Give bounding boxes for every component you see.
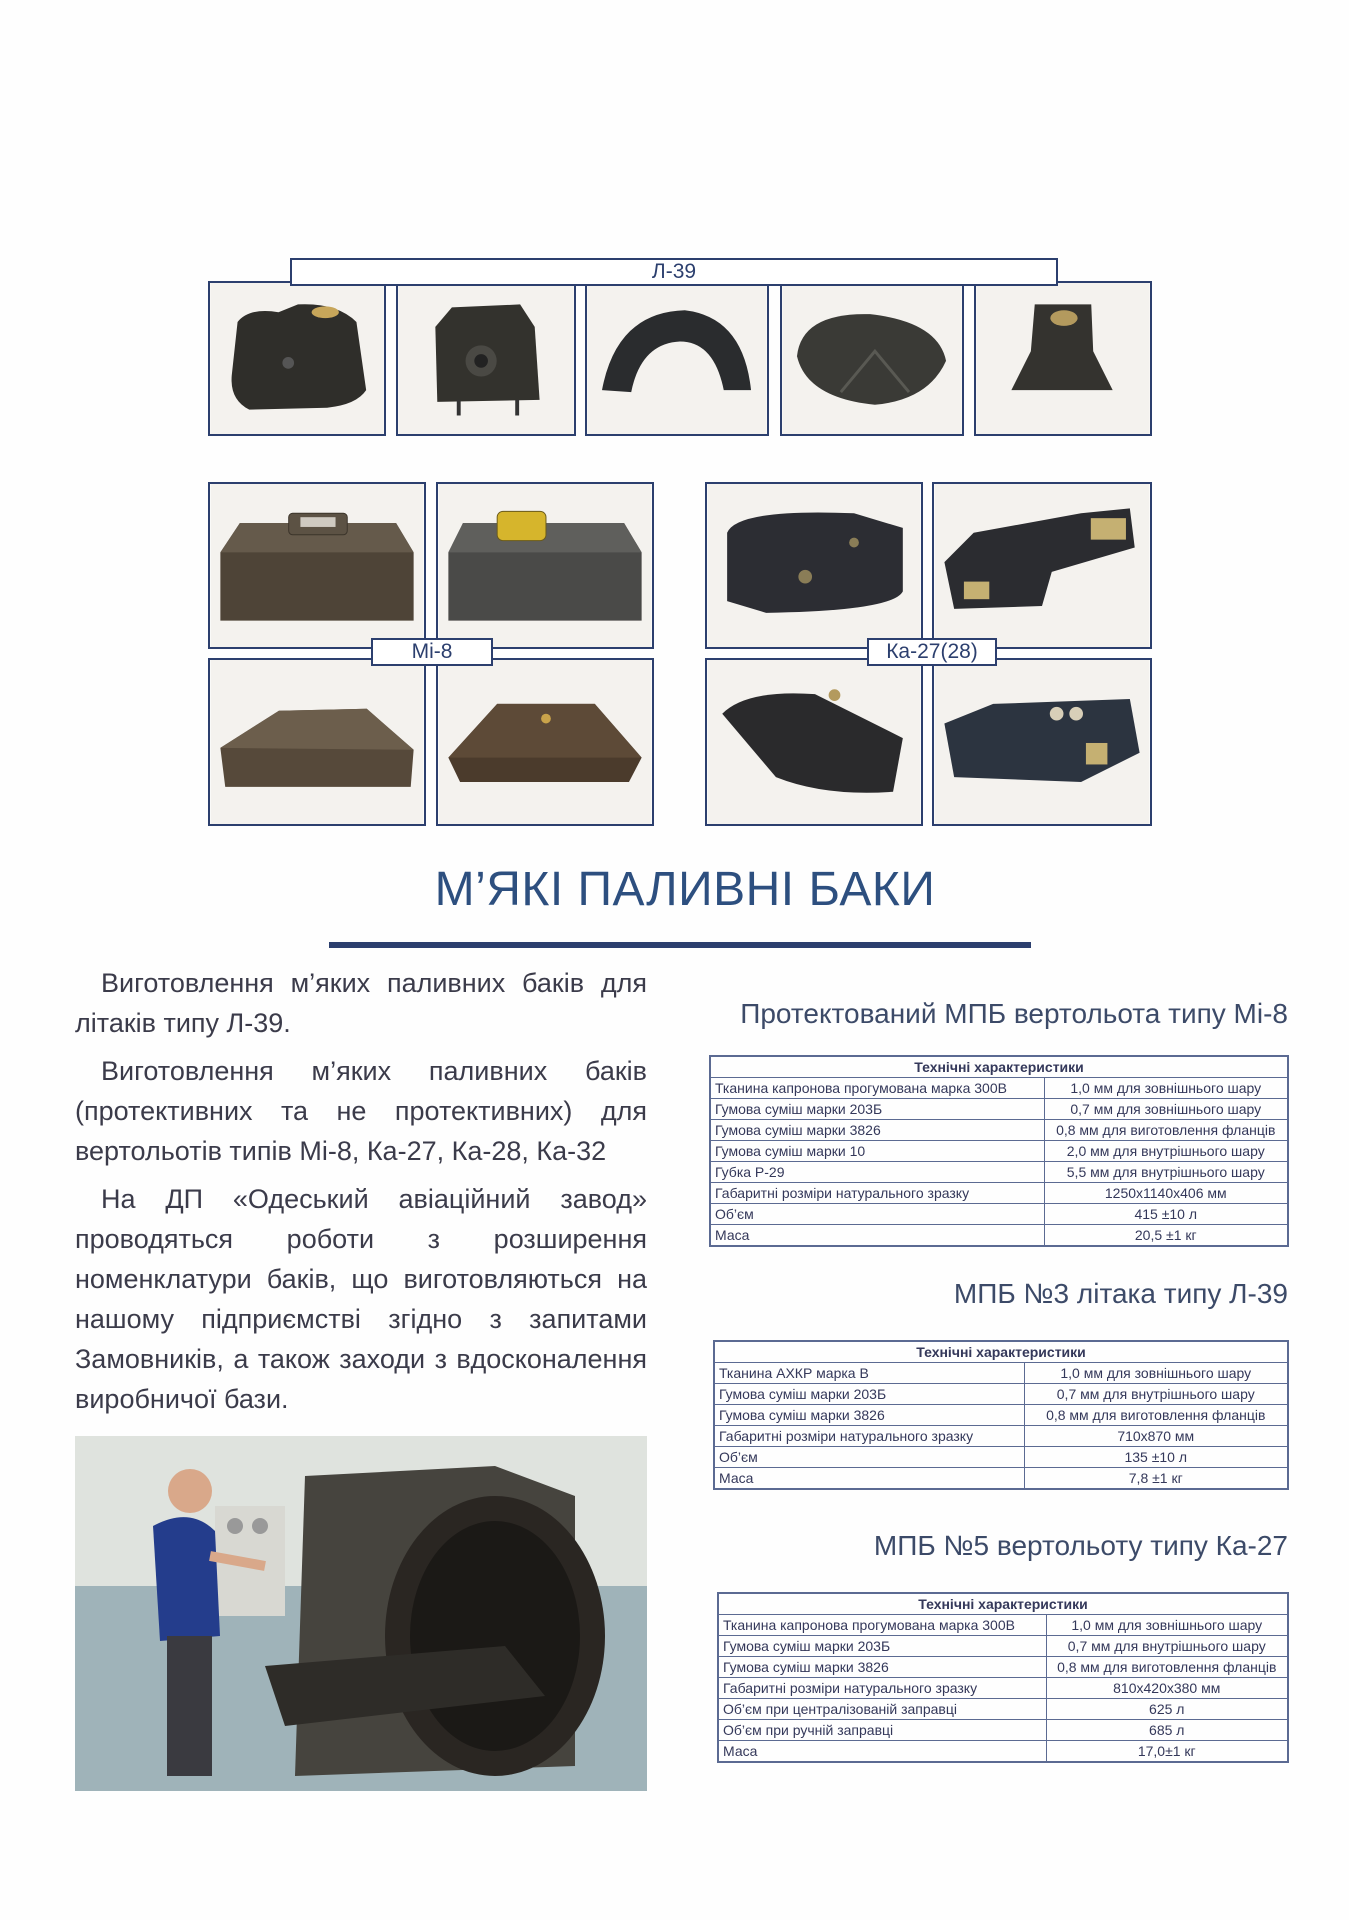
spec-name: Тканина капронова прогумована марка 300В [710, 1078, 1044, 1099]
table-row [714, 1468, 1288, 1490]
spec-value: 2,0 мм для внутрішнього шару [1044, 1141, 1288, 1162]
spec-value: 0,7 мм для внутрішнього шару [1046, 1636, 1288, 1657]
ka27-tank-photo-1 [705, 482, 923, 649]
intro-paragraph: На ДП «Одеський авіаційний завод» проводяться роботи з розширення номенклатури баків, що виготовляються на нашому підприємстві згідно з запитами Замовників, а також заходи з вдосконалення виробничої бази. [75, 1184, 647, 1414]
table-row [718, 1657, 1288, 1678]
spec-name: Маса [714, 1468, 1024, 1490]
spec-name: Гумова суміш марки 3826 [714, 1405, 1024, 1426]
ka27-tank-photo-4 [932, 658, 1152, 826]
table-1-heading: Протектований МПБ вертольота типу Мі-8 [740, 998, 1288, 1029]
ka27-tank-photo-3 [705, 658, 923, 826]
spec-name: Об’єм при ручній заправці [718, 1720, 1046, 1741]
l39-tank-photo-3 [585, 281, 769, 436]
table-row [710, 1225, 1288, 1247]
spec-name: Губка Р-29 [710, 1162, 1044, 1183]
spec-value: 135 ±10 л [1024, 1447, 1288, 1468]
table-row [710, 1162, 1288, 1183]
table-row [714, 1363, 1288, 1384]
spec-value: 20,5 ±1 кг [1044, 1225, 1288, 1247]
spec-name: Тканина капронова прогумована марка 300В [718, 1615, 1046, 1636]
table-row [710, 1183, 1288, 1204]
page-title: М’ЯКІ ПАЛИВНІ БАКИ [434, 863, 936, 916]
spec-name: Тканина АХКР марка В [714, 1363, 1024, 1384]
spec-table-l39 [713, 1340, 1289, 1490]
spec-value: 1,0 мм для зовнішнього шару [1024, 1363, 1288, 1384]
title-underline [329, 942, 1031, 948]
spec-name: Габаритні розміри натурального зразку [718, 1678, 1046, 1699]
spec-value: 810x420x380 мм [1046, 1678, 1288, 1699]
table-row [718, 1741, 1288, 1763]
l39-tank-photo-1 [208, 281, 386, 436]
spec-value: 625 л [1046, 1699, 1288, 1720]
spec-value: 710x870 мм [1024, 1426, 1288, 1447]
spec-name: Об’єм при централізованій заправці [718, 1699, 1046, 1720]
table-row [718, 1678, 1288, 1699]
spec-name: Маса [718, 1741, 1046, 1763]
spec-name: Гумова суміш марки 203Б [714, 1384, 1024, 1405]
spec-value: 415 ±10 л [1044, 1204, 1288, 1225]
table-header: Технічні характеристики [710, 1056, 1288, 1078]
table-row [714, 1384, 1288, 1405]
table-row [710, 1078, 1288, 1099]
table-row [710, 1204, 1288, 1225]
table-row [718, 1720, 1288, 1741]
table-row [714, 1426, 1288, 1447]
intro-paragraph: Виготовлення м’яких паливних баків (протективних та не протективних) для вертольотів типів Мі-8, Ка-27, Ка-28, Ка-32 [75, 1056, 647, 1166]
spec-value: 17,0±1 кг [1046, 1741, 1288, 1763]
table-row [714, 1447, 1288, 1468]
l39-tank-photo-4 [780, 281, 964, 436]
spec-value: 0,8 мм для виготовлення фланців [1046, 1657, 1288, 1678]
table-row [710, 1120, 1288, 1141]
spec-value: 5,5 мм для внутрішнього шару [1044, 1162, 1288, 1183]
intro-paragraph: Виготовлення м’яких паливних баків для літаків типу Л-39. [75, 968, 647, 1038]
spec-name: Гумова суміш марки 3826 [710, 1120, 1044, 1141]
spec-name: Гумова суміш марки 3826 [718, 1657, 1046, 1678]
spec-table-mi8 [709, 1055, 1289, 1247]
table-row [718, 1636, 1288, 1657]
intro-text [75, 963, 647, 1427]
spec-value: 1,0 мм для зовнішнього шару [1044, 1078, 1288, 1099]
ka27-group-label: Ка-27(28) [867, 638, 997, 666]
spec-table-ka27 [717, 1592, 1289, 1763]
spec-value: 1250x1140x406 мм [1044, 1183, 1288, 1204]
spec-name: Гумова суміш марки 203Б [718, 1636, 1046, 1657]
table-row [710, 1141, 1288, 1162]
mi8-tank-photo-1 [208, 482, 426, 649]
table-3-heading: МПБ №5 вертольоту типу Ка-27 [873, 1530, 1288, 1561]
spec-name: Об’єм [714, 1447, 1024, 1468]
table-row [718, 1699, 1288, 1720]
spec-name: Габаритні розміри натурального зразку [710, 1183, 1044, 1204]
spec-name: Маса [710, 1225, 1044, 1247]
table-header: Технічні характеристики [714, 1341, 1288, 1363]
mi8-tank-photo-2 [436, 482, 654, 649]
mi8-tank-photo-3 [208, 658, 426, 826]
l39-group-label: Л-39 [290, 258, 1058, 286]
table-row [718, 1615, 1288, 1636]
workshop-photo [75, 1436, 647, 1791]
table-row [714, 1405, 1288, 1426]
spec-value: 0,7 мм для внутрішнього шару [1024, 1384, 1288, 1405]
mi8-group-label: Мі-8 [371, 638, 493, 666]
spec-name: Габаритні розміри натурального зразку [714, 1426, 1024, 1447]
spec-value: 685 л [1046, 1720, 1288, 1741]
l39-tank-photo-5 [974, 281, 1152, 436]
spec-name: Гумова суміш марки 10 [710, 1141, 1044, 1162]
spec-value: 0,8 мм для виготовлення фланців [1024, 1405, 1288, 1426]
l39-tank-photo-2 [396, 281, 576, 436]
spec-value: 7,8 ±1 кг [1024, 1468, 1288, 1490]
mi8-tank-photo-4 [436, 658, 654, 826]
table-2-heading: МПБ №3 літака типу Л-39 [953, 1278, 1288, 1309]
table-row [710, 1099, 1288, 1120]
spec-value: 0,7 мм для зовнішнього шару [1044, 1099, 1288, 1120]
spec-name: Гумова суміш марки 203Б [710, 1099, 1044, 1120]
table-header: Технічні характеристики [718, 1593, 1288, 1615]
spec-value: 0,8 мм для виготовлення фланців [1044, 1120, 1288, 1141]
ka27-tank-photo-2 [932, 482, 1152, 649]
spec-value: 1,0 мм для зовнішнього шару [1046, 1615, 1288, 1636]
spec-name: Об’єм [710, 1204, 1044, 1225]
